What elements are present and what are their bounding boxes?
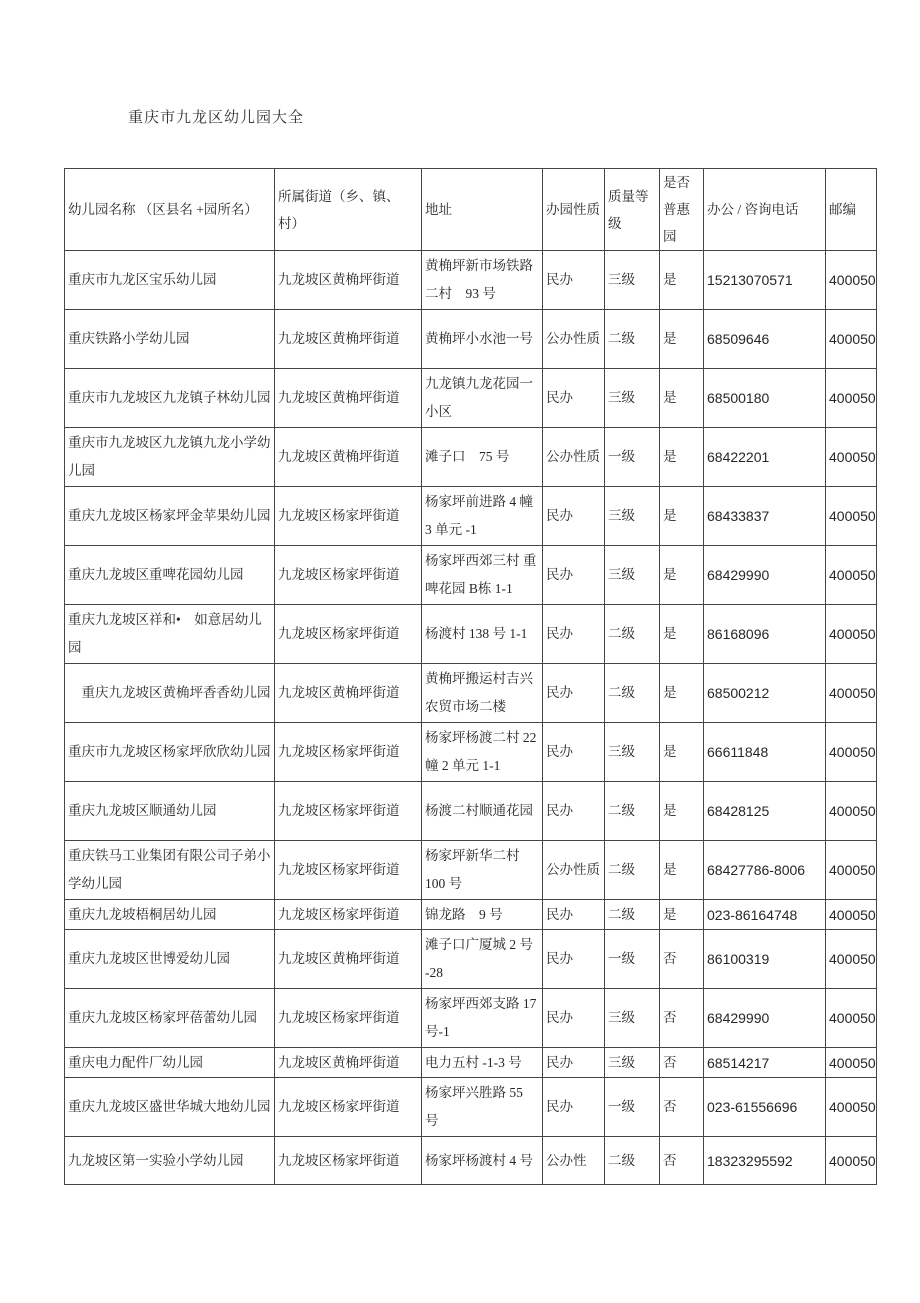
cell-nature: 民办	[543, 900, 605, 930]
cell-nature: 民办	[543, 487, 605, 546]
cell-street: 九龙坡区杨家坪街道	[275, 989, 422, 1048]
cell-address: 杨家坪前进路 4 幢 3 单元 -1	[422, 487, 543, 546]
cell-name: 重庆市九龙坡区九龙镇九龙小学幼儿园	[65, 428, 275, 487]
table-row	[65, 428, 877, 487]
table-row	[65, 251, 877, 310]
cell-inclusive: 否	[660, 1137, 704, 1185]
cell-address: 杨渡二村顺通花园	[422, 782, 543, 841]
cell-postal: 400050	[826, 723, 877, 782]
table-row	[65, 487, 877, 546]
cell-inclusive: 是	[660, 900, 704, 930]
cell-nature: 民办	[543, 930, 605, 989]
cell-level: 三级	[605, 369, 660, 428]
column-header-level: 质量等级	[605, 169, 660, 251]
cell-address: 黄桷坪小水池一号	[422, 310, 543, 369]
cell-name: 重庆九龙坡区顺通幼儿园	[65, 782, 275, 841]
cell-name: 重庆铁马工业集团有限公司子弟小学幼儿园	[65, 841, 275, 900]
cell-phone: 68429990	[704, 989, 826, 1048]
cell-name: 重庆九龙坡区祥和• 如意居幼儿园	[65, 605, 275, 664]
cell-name: 重庆九龙坡区黄桷坪香香幼儿园	[65, 664, 275, 723]
cell-level: 二级	[605, 841, 660, 900]
cell-address: 杨家坪杨渡村 4 号	[422, 1137, 543, 1185]
cell-postal: 400050	[826, 989, 877, 1048]
cell-address: 滩子口 75 号	[422, 428, 543, 487]
cell-street: 九龙坡区杨家坪街道	[275, 841, 422, 900]
cell-level: 三级	[605, 1048, 660, 1078]
cell-level: 三级	[605, 487, 660, 546]
cell-nature: 民办	[543, 546, 605, 605]
cell-nature: 民办	[543, 1048, 605, 1078]
cell-nature: 民办	[543, 723, 605, 782]
cell-phone: 68500212	[704, 664, 826, 723]
header-row	[65, 169, 877, 251]
cell-level: 二级	[605, 900, 660, 930]
column-header-nature: 办园性质	[543, 169, 605, 251]
table-row	[65, 841, 877, 900]
cell-inclusive: 是	[660, 369, 704, 428]
cell-inclusive: 是	[660, 723, 704, 782]
cell-name: 重庆电力配件厂幼儿园	[65, 1048, 275, 1078]
cell-street: 九龙坡区杨家坪街道	[275, 782, 422, 841]
cell-level: 一级	[605, 930, 660, 989]
cell-level: 二级	[605, 310, 660, 369]
cell-address: 杨家坪西郊支路 17 号-1	[422, 989, 543, 1048]
cell-name: 重庆九龙坡区世博爱幼儿园	[65, 930, 275, 989]
cell-nature: 民办	[543, 664, 605, 723]
column-header-postal: 邮编	[826, 169, 877, 251]
table-row	[65, 900, 877, 930]
cell-street: 九龙坡区黄桷坪街道	[275, 310, 422, 369]
cell-phone: 68429990	[704, 546, 826, 605]
cell-address: 锦龙路 9 号	[422, 900, 543, 930]
cell-nature: 公办性	[543, 1137, 605, 1185]
cell-nature: 民办	[543, 1078, 605, 1137]
cell-postal: 400050	[826, 428, 877, 487]
cell-phone: 66611848	[704, 723, 826, 782]
cell-level: 二级	[605, 1137, 660, 1185]
cell-address: 九龙镇九龙花园一小区	[422, 369, 543, 428]
cell-street: 九龙坡区杨家坪街道	[275, 1137, 422, 1185]
cell-inclusive: 是	[660, 251, 704, 310]
table-row	[65, 782, 877, 841]
cell-name: 重庆市九龙坡区九龙镇子林幼儿园	[65, 369, 275, 428]
table-row	[65, 930, 877, 989]
table-row	[65, 310, 877, 369]
cell-phone: 023-86164748	[704, 900, 826, 930]
cell-phone: 68422201	[704, 428, 826, 487]
cell-postal: 400050	[826, 664, 877, 723]
cell-phone: 68500180	[704, 369, 826, 428]
cell-inclusive: 是	[660, 428, 704, 487]
cell-inclusive: 是	[660, 841, 704, 900]
cell-nature: 民办	[543, 782, 605, 841]
cell-postal: 400050	[826, 369, 877, 428]
cell-postal: 400050	[826, 546, 877, 605]
cell-street: 九龙坡区黄桷坪街道	[275, 251, 422, 310]
cell-level: 二级	[605, 664, 660, 723]
cell-nature: 民办	[543, 989, 605, 1048]
cell-name: 重庆九龙坡区杨家坪蓓蕾幼儿园	[65, 989, 275, 1048]
table-row	[65, 605, 877, 664]
cell-postal: 400050	[826, 1137, 877, 1185]
page-title: 重庆市九龙区幼儿园大全	[128, 110, 305, 126]
cell-address: 杨家坪兴胜路 55 号	[422, 1078, 543, 1137]
table-body	[65, 251, 877, 1185]
table-row	[65, 369, 877, 428]
cell-name: 九龙坡区第一实验小学幼儿园	[65, 1137, 275, 1185]
cell-phone: 86168096	[704, 605, 826, 664]
cell-inclusive: 是	[660, 605, 704, 664]
cell-inclusive: 是	[660, 487, 704, 546]
cell-postal: 400050	[826, 487, 877, 546]
table-row	[65, 989, 877, 1048]
table-row	[65, 1078, 877, 1137]
cell-level: 二级	[605, 605, 660, 664]
cell-nature: 民办	[543, 605, 605, 664]
cell-name: 重庆市九龙坡区杨家坪欣欣幼儿园	[65, 723, 275, 782]
cell-name: 重庆九龙坡区杨家坪金苹果幼儿园	[65, 487, 275, 546]
column-header-street: 所属街道（乡、镇、村）	[275, 169, 422, 251]
column-header-address: 地址	[422, 169, 543, 251]
cell-phone: 68433837	[704, 487, 826, 546]
cell-street: 九龙坡区杨家坪街道	[275, 487, 422, 546]
cell-name: 重庆九龙坡区重啤花园幼儿园	[65, 546, 275, 605]
cell-street: 九龙坡区杨家坪街道	[275, 605, 422, 664]
table-row	[65, 723, 877, 782]
cell-street: 九龙坡区黄桷坪街道	[275, 1048, 422, 1078]
column-header-phone: 办公 / 咨询电话	[704, 169, 826, 251]
cell-street: 九龙坡区黄桷坪街道	[275, 930, 422, 989]
cell-address: 黄桷坪搬运村吉兴农贸市场二楼	[422, 664, 543, 723]
cell-nature: 公办性质	[543, 310, 605, 369]
cell-phone: 68514217	[704, 1048, 826, 1078]
cell-level: 三级	[605, 723, 660, 782]
cell-inclusive: 是	[660, 546, 704, 605]
cell-level: 一级	[605, 1078, 660, 1137]
table-header	[65, 169, 877, 251]
cell-inclusive: 否	[660, 930, 704, 989]
cell-level: 一级	[605, 428, 660, 487]
cell-postal: 400050	[826, 1078, 877, 1137]
cell-address: 杨渡村 138 号 1-1	[422, 605, 543, 664]
cell-postal: 400050	[826, 900, 877, 930]
cell-phone: 86100319	[704, 930, 826, 989]
cell-inclusive: 是	[660, 782, 704, 841]
cell-street: 九龙坡区杨家坪街道	[275, 723, 422, 782]
cell-inclusive: 否	[660, 989, 704, 1048]
cell-postal: 400050	[826, 310, 877, 369]
cell-inclusive: 否	[660, 1048, 704, 1078]
cell-phone: 68509646	[704, 310, 826, 369]
cell-nature: 公办性质	[543, 841, 605, 900]
cell-street: 九龙坡区杨家坪街道	[275, 1078, 422, 1137]
kindergarten-table	[64, 168, 877, 1185]
cell-address: 电力五村 -1-3 号	[422, 1048, 543, 1078]
cell-address: 杨家坪杨渡二村 22 幢 2 单元 1-1	[422, 723, 543, 782]
cell-nature: 民办	[543, 251, 605, 310]
table-row	[65, 546, 877, 605]
cell-name: 重庆市九龙区宝乐幼儿园	[65, 251, 275, 310]
cell-name: 重庆铁路小学幼儿园	[65, 310, 275, 369]
cell-phone: 68427786-8006	[704, 841, 826, 900]
cell-address: 杨家坪新华二村 100 号	[422, 841, 543, 900]
cell-inclusive: 是	[660, 664, 704, 723]
cell-postal: 400050	[826, 782, 877, 841]
table-row	[65, 1137, 877, 1185]
cell-level: 三级	[605, 251, 660, 310]
cell-address: 滩子口广厦城 2 号 -28	[422, 930, 543, 989]
cell-nature: 民办	[543, 369, 605, 428]
cell-level: 三级	[605, 989, 660, 1048]
cell-postal: 400050	[826, 1048, 877, 1078]
column-header-inclusive: 是否普惠园	[660, 169, 704, 251]
cell-level: 三级	[605, 546, 660, 605]
cell-name: 重庆九龙坡区盛世华城大地幼儿园	[65, 1078, 275, 1137]
cell-street: 九龙坡区黄桷坪街道	[275, 369, 422, 428]
cell-postal: 400050	[826, 841, 877, 900]
cell-street: 九龙坡区黄桷坪街道	[275, 428, 422, 487]
cell-nature: 公办性质	[543, 428, 605, 487]
cell-phone: 68428125	[704, 782, 826, 841]
cell-inclusive: 是	[660, 310, 704, 369]
cell-address: 黄桷坪新市场铁路二村 93 号	[422, 251, 543, 310]
table-row	[65, 1048, 877, 1078]
cell-name: 重庆九龙坡梧桐居幼儿园	[65, 900, 275, 930]
cell-phone: 023-61556696	[704, 1078, 826, 1137]
cell-postal: 400050	[826, 605, 877, 664]
cell-phone: 15213070571	[704, 251, 826, 310]
cell-street: 九龙坡区黄桷坪街道	[275, 664, 422, 723]
cell-postal: 400050	[826, 930, 877, 989]
cell-postal: 400050	[826, 251, 877, 310]
column-header-name: 幼儿园名称 （区县名 +园所名）	[65, 169, 275, 251]
cell-address: 杨家坪西郊三村 重啤花园 B栋 1-1	[422, 546, 543, 605]
cell-phone: 18323295592	[704, 1137, 826, 1185]
cell-inclusive: 否	[660, 1078, 704, 1137]
cell-street: 九龙坡区杨家坪街道	[275, 900, 422, 930]
cell-level: 二级	[605, 782, 660, 841]
cell-street: 九龙坡区杨家坪街道	[275, 546, 422, 605]
table-row	[65, 664, 877, 723]
